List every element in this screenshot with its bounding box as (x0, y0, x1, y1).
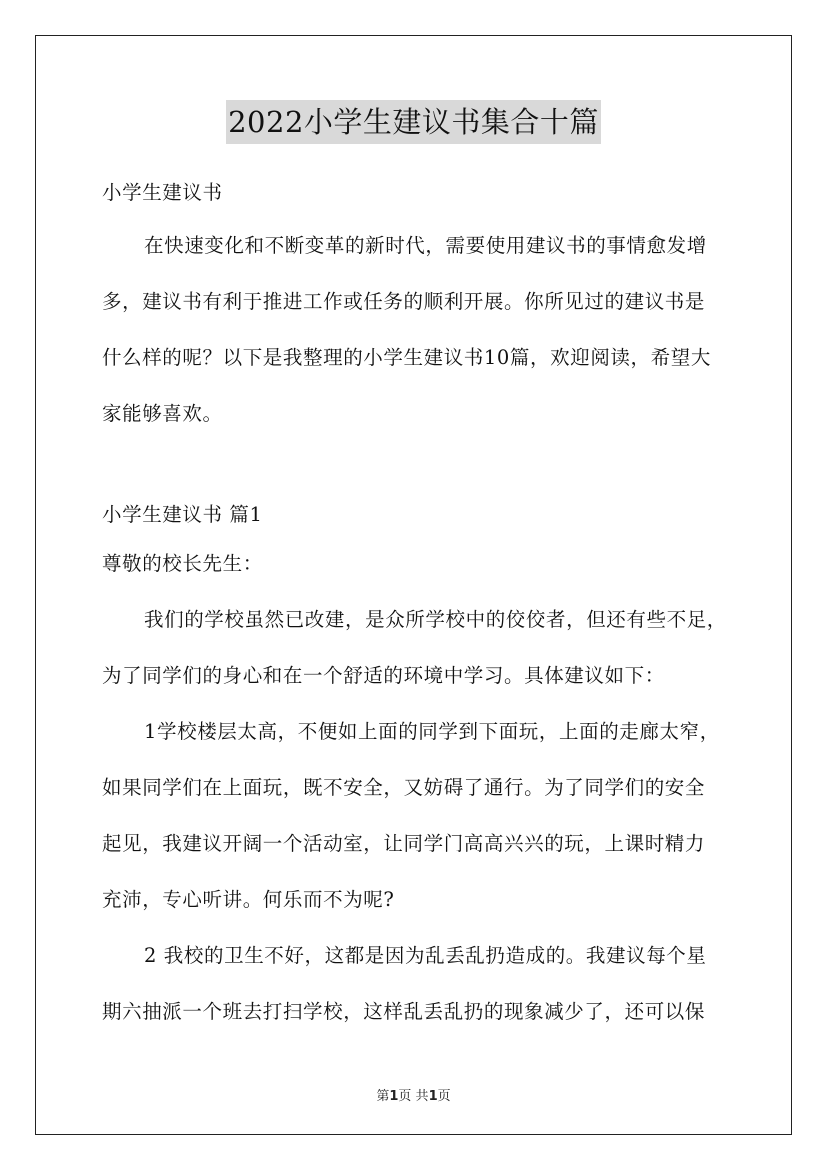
para3-line-2: 期六抽派一个班去打扫学校，这样乱丢乱扔的现象减少了，还可以保 (102, 1000, 706, 1023)
title-container (0, 100, 827, 144)
footer-mid: 页 共 (398, 1089, 429, 1104)
para2-line-2: 如果同学们在上面玩，既不安全，又妨碍了通行。为了同学们的安全 (102, 776, 706, 799)
page-footer (0, 1085, 827, 1104)
article-heading: 小学生建议书 篇1 (102, 503, 263, 526)
para2-line-3: 起见，我建议开阔一个活动室，让同学门高高兴兴的玩，上课时精力 (102, 832, 706, 855)
para2-line-1: 1学校楼层太高，不便如上面的同学到下面玩，上面的走廊太窄， (144, 720, 720, 743)
footer-suffix: 页 (437, 1089, 451, 1104)
salutation: 尊敬的校长先生： (102, 552, 263, 575)
document-body (102, 172, 730, 1040)
intro-line-1: 在快速变化和不断变革的新时代，需要使用建议书的事情愈发增 (144, 234, 707, 257)
footer-page-number: 1 (389, 1089, 399, 1104)
spacer (102, 442, 730, 494)
footer-page-total: 1 (428, 1089, 438, 1104)
para2-line-4: 充沛，专心听讲。何乐而不为呢? (102, 888, 395, 911)
intro-line-3: 什么样的呢？以下是我整理的小学生建议书10篇，欢迎阅读，希望大 (102, 346, 711, 369)
intro-line-4: 家能够喜欢。 (102, 402, 223, 425)
para1-line-2: 为了同学们的身心和在一个舒适的环境中学习。具体建议如下： (102, 664, 665, 687)
para3-line-1: 2 我校的卫生不好，这都是因为乱丢乱扔造成的。我建议每个星 (144, 944, 707, 967)
document-title: 2022小学生建议书集合十篇 (226, 100, 601, 144)
section-heading: 小学生建议书 (102, 181, 223, 204)
intro-line-2: 多，建议书有利于推进工作或任务的顺利开展。你所见过的建议书是 (102, 290, 706, 313)
footer-prefix: 第 (376, 1089, 390, 1104)
para1-line-1: 我们的学校虽然已改建，是众所学校中的佼佼者，但还有些不足， (144, 608, 727, 631)
